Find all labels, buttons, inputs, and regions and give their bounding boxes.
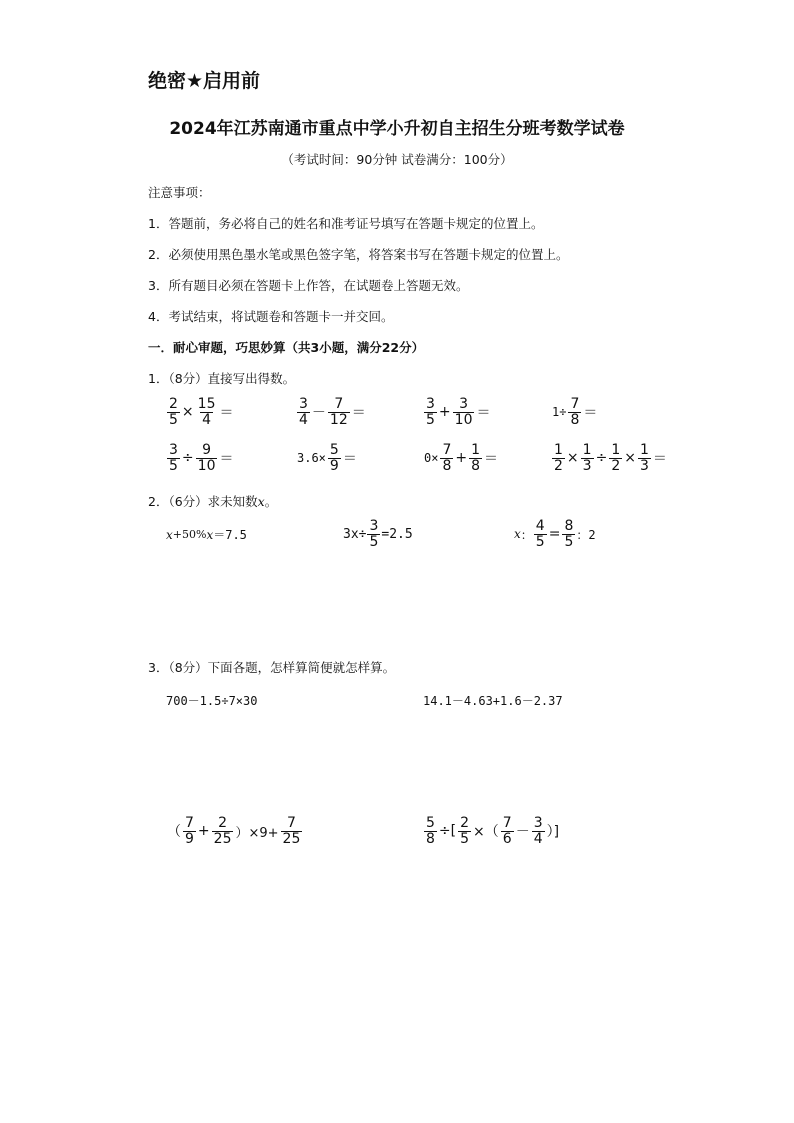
denominator: 2: [611, 457, 621, 474]
denominator: 2: [554, 457, 563, 474]
numerator: 3: [169, 442, 178, 458]
numerator: 7: [287, 815, 296, 831]
denominator: 5: [169, 411, 178, 428]
denominator: 6: [502, 830, 512, 847]
numerator: 1: [582, 442, 592, 458]
denominator: 3: [639, 457, 649, 474]
equals-sign: ＝: [342, 451, 357, 468]
denominator: 5: [535, 533, 545, 550]
q1-expression-4: [551, 397, 598, 427]
q3-problem-1: 700－1.5÷7×30: [166, 694, 258, 708]
denominator: 25: [213, 830, 232, 847]
numerator: 8: [564, 518, 574, 534]
denominator: 5: [460, 830, 470, 847]
notes-heading: 注意事项：: [148, 185, 211, 200]
fraction: [469, 443, 482, 473]
denominator: 4: [202, 411, 212, 428]
numerator: 7: [185, 815, 194, 831]
q1-expression-7: [423, 443, 499, 473]
fraction: [638, 443, 651, 473]
operator: ×: [181, 404, 194, 421]
operator: +: [197, 823, 210, 840]
q1-expression-6: [296, 443, 358, 473]
expression-lead: 3.6×: [297, 451, 326, 466]
denominator: 5: [426, 411, 435, 428]
equals-sign: ＝: [351, 405, 366, 422]
numerator: 7: [442, 442, 452, 458]
fraction: [552, 443, 565, 473]
equals-sign: ＝: [219, 405, 234, 422]
numerator: 2: [218, 815, 228, 831]
equation-part: +50%: [172, 528, 207, 541]
paren-close: ）]: [546, 824, 560, 841]
fraction: [183, 816, 196, 846]
operator: －: [311, 405, 326, 422]
expression-lead: 0×: [424, 451, 439, 466]
numerator: 5: [329, 442, 339, 458]
denominator: 5: [369, 533, 379, 550]
variable: x: [206, 527, 214, 542]
numerator: 15: [197, 396, 216, 412]
q1-expression-3: [423, 397, 491, 427]
q2-equation-2: [343, 519, 413, 549]
operator: ×: [624, 450, 636, 467]
operator: ÷[: [438, 823, 457, 840]
numerator: 3: [459, 396, 469, 412]
expression-lead: 1÷: [552, 405, 567, 420]
denominator: 10: [197, 457, 216, 474]
section-1-heading: 一．耐心审题，巧思妙算（共3小题，满分22分）: [148, 340, 425, 355]
fraction: [167, 397, 180, 427]
operator: －: [515, 824, 530, 841]
fraction: [328, 397, 350, 427]
variable: x: [514, 527, 521, 542]
paren-open: （: [167, 824, 181, 841]
numerator: 3: [369, 518, 379, 534]
fraction: [196, 443, 218, 473]
fraction: [568, 397, 581, 427]
denominator: 3: [582, 457, 592, 474]
fraction: [440, 443, 453, 473]
q1-expression-8: [551, 443, 668, 473]
operator: +: [438, 404, 451, 421]
q3-problem-3: [166, 816, 303, 846]
denominator: 4: [299, 411, 308, 428]
numerator: 1: [471, 442, 481, 458]
fraction: [501, 816, 514, 846]
denominator: 4: [533, 830, 543, 847]
fraction: [328, 443, 341, 473]
ratio-colon: ：: [520, 527, 533, 542]
q1-expression-1: [166, 397, 234, 427]
fraction: [453, 397, 475, 427]
equals-sign: ＝: [652, 451, 667, 468]
fraction: [458, 816, 471, 846]
fraction: [424, 397, 437, 427]
numerator: 3: [533, 815, 543, 831]
operator: +: [455, 450, 468, 467]
fraction: [609, 443, 622, 473]
numerator: 3: [299, 396, 308, 412]
stem-text: 2．（6分）求未知数: [148, 494, 258, 509]
numerator: 3: [426, 396, 435, 412]
equals-sign: ＝: [583, 405, 598, 422]
question-3-stem: 3．（8分）下面各题，怎样算简便就怎样算。: [148, 660, 396, 675]
note-item-2: 2．必须使用黑色墨水笔或黑色签字笔，将答案书写在答题卡规定的位置上。: [148, 247, 569, 262]
question-2-stem: [148, 492, 277, 510]
expression-part: ）×9+: [235, 825, 279, 841]
numerator: 9: [202, 442, 212, 458]
q2-equation-1: [166, 526, 247, 543]
equals-sign: =: [548, 526, 561, 543]
fraction: [196, 397, 218, 427]
stem-suffix: 。: [264, 494, 278, 509]
fraction: [581, 443, 594, 473]
fraction: [297, 397, 310, 427]
numerator: 7: [334, 396, 344, 412]
denominator: 10: [454, 411, 473, 428]
fraction: [281, 816, 303, 846]
denominator: 8: [442, 457, 452, 474]
equation-part: 3x÷: [343, 526, 367, 542]
q1-expression-2: [296, 397, 367, 427]
confidential-mark: 绝密★启用前: [148, 70, 261, 92]
denominator: 5: [169, 457, 178, 474]
variable: x: [166, 527, 173, 542]
q1-expression-5: [166, 443, 234, 473]
denominator: 9: [329, 457, 339, 474]
stem-variable: x: [257, 494, 265, 509]
equals-sign: ＝: [476, 405, 491, 422]
fraction: [532, 816, 545, 846]
equals-sign: ＝: [484, 451, 499, 468]
fraction: [212, 816, 234, 846]
fraction: [534, 519, 547, 549]
fraction: [562, 519, 575, 549]
numerator: 4: [535, 518, 545, 534]
exam-title: 2024年江苏南通市重点中学小升初自主招生分班考数学试卷: [169, 119, 625, 139]
numerator: 2: [460, 815, 470, 831]
denominator: 8: [570, 411, 580, 428]
operator: ÷: [181, 450, 194, 467]
numerator: 7: [570, 396, 580, 412]
numerator: 1: [611, 442, 621, 458]
operator: ÷: [595, 450, 608, 467]
numerator: 2: [169, 396, 178, 412]
equation-part: ＝7.5: [213, 528, 247, 542]
numerator: 1: [554, 442, 563, 458]
q3-problem-2: 14.1－4.63+1.6－2.37: [423, 694, 563, 708]
question-1-stem: 1．（8分）直接写出得数。: [148, 371, 296, 386]
note-item-1: 1．答题前，务必将自己的姓名和准考证号填写在答题卡规定的位置上。: [148, 216, 544, 231]
numerator: 7: [502, 815, 512, 831]
exam-subtitle: （考试时间：90分钟 试卷满分：100分）: [281, 152, 513, 167]
denominator: 8: [471, 457, 481, 474]
numerator: 1: [639, 442, 649, 458]
q2-equation-3: [514, 519, 596, 549]
fraction: [367, 519, 380, 549]
q3-problem-4: [423, 816, 560, 846]
operator: ×: [566, 450, 579, 467]
equation-part: =2.5: [381, 526, 413, 542]
operator: ×（: [473, 824, 499, 841]
equation-part: ：2: [576, 527, 596, 542]
note-item-4: 4．考试结束，将试题卷和答题卡一并交回。: [148, 309, 394, 324]
note-item-3: 3．所有题目必须在答题卡上作答，在试题卷上答题无效。: [148, 278, 469, 293]
denominator: 5: [564, 533, 574, 550]
numerator: 5: [426, 815, 435, 831]
fraction: [424, 816, 437, 846]
fraction: [167, 443, 180, 473]
denominator: 8: [426, 830, 435, 847]
denominator: 25: [282, 830, 301, 847]
equals-sign: ＝: [219, 451, 234, 468]
denominator: 9: [185, 830, 194, 847]
denominator: 12: [329, 411, 348, 428]
